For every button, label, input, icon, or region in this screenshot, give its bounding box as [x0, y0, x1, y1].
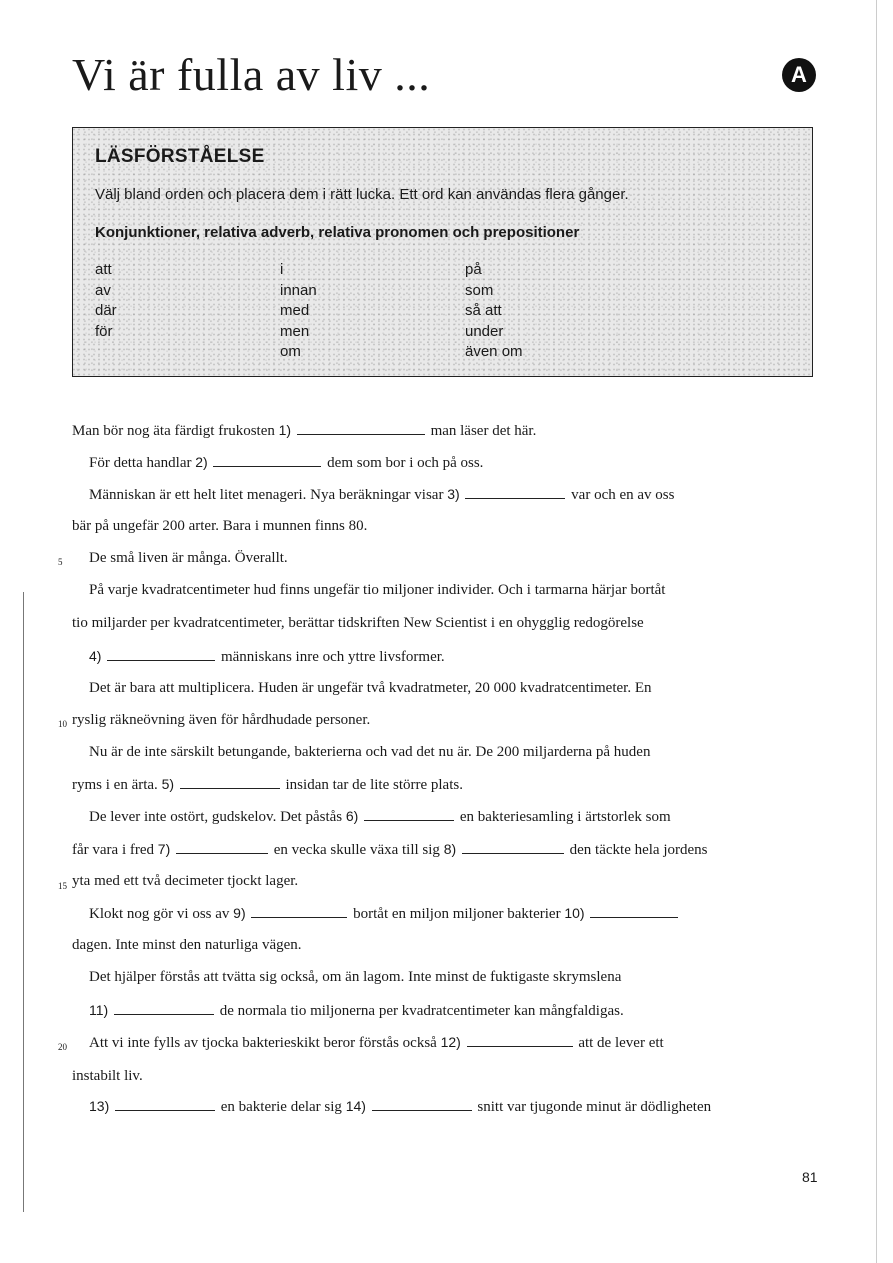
line-number: 10	[58, 719, 67, 729]
level-badge: A	[782, 58, 816, 92]
answer-gap-12[interactable]	[467, 1034, 573, 1047]
text-segment: att de lever ett	[578, 1035, 664, 1051]
text-segment: de normala tio miljonerna per kvadratcentimeter kan mångfaldigas.	[219, 1003, 624, 1019]
text-line	[72, 648, 849, 666]
box-header: LÄSFÖRSTÅELSE	[95, 146, 265, 167]
exercise-box	[72, 127, 813, 377]
box-category: Konjunktioner, relativa adverb, relativa pronomen och prepositioner	[95, 224, 580, 241]
gap-number: 11)	[89, 1002, 109, 1018]
text-segment: man läser det här.	[430, 423, 537, 439]
text-line	[72, 841, 832, 859]
text-segment: Att vi inte fylls av tjocka bakterieskikt beror förstås också	[89, 1035, 437, 1051]
gap-number: 12)	[440, 1034, 461, 1050]
word-item: under	[465, 322, 504, 340]
answer-gap-11[interactable]	[114, 1002, 214, 1015]
text-line	[72, 905, 849, 923]
answer-gap-14[interactable]	[372, 1098, 472, 1111]
text-segment: en bakteriesamling i ärtstorlek som	[459, 809, 671, 825]
text-line	[72, 454, 849, 472]
text-line	[72, 1098, 849, 1116]
gap-number: 2)	[195, 454, 208, 470]
text-line: yta med ett två decimeter tjockt lager.	[72, 873, 299, 889]
text-line	[72, 1002, 849, 1020]
text-segment: den täckte hela jordens	[569, 842, 708, 858]
word-item: att	[95, 261, 112, 278]
text-segment: Människan är ett helt litet menageri. Nya beräkningar visar	[89, 487, 444, 503]
gap-number: 10)	[564, 905, 585, 921]
text-segment: De lever inte ostört, gudskelov. Det påstås	[89, 809, 343, 825]
answer-gap-4[interactable]	[107, 648, 215, 661]
word-column-2	[280, 260, 317, 363]
answer-gap-13[interactable]	[115, 1098, 215, 1111]
text-segment: var och en av oss	[571, 487, 675, 503]
answer-gap-2[interactable]	[213, 454, 321, 467]
text-line	[72, 776, 832, 794]
gap-number: 7)	[157, 841, 171, 857]
word-item: så att	[465, 302, 502, 319]
answer-gap-7[interactable]	[176, 841, 268, 854]
text-segment: får vara i fred	[72, 842, 155, 858]
line-number: 5	[58, 557, 63, 567]
text-line: dagen. Inte minst den naturliga vägen.	[72, 937, 302, 953]
gap-number: 9)	[233, 905, 246, 921]
text-segment: dem som bor i och på oss.	[327, 455, 484, 471]
word-item: om	[280, 343, 301, 360]
word-item: på	[465, 261, 482, 278]
answer-gap-10[interactable]	[590, 905, 678, 918]
text-line: På varje kvadratcentimeter hud finns ungefär tio miljoner individer. Och i tarmarna härjar bortåt	[89, 582, 666, 598]
answer-gap-3[interactable]	[465, 486, 565, 499]
text-line: Nu är de inte särskilt betungande, bakterierna och vad det nu är. De 200 miljarderna på huden	[89, 744, 651, 760]
word-item: av	[95, 281, 111, 299]
text-line	[72, 808, 849, 826]
page-number: 81	[802, 1169, 818, 1185]
gap-number: 4)	[89, 648, 102, 664]
text-segment: För detta handlar	[89, 455, 192, 471]
text-line: instabilt liv.	[72, 1068, 143, 1084]
text-segment: en vecka skulle växa till sig	[273, 842, 440, 858]
word-item: för	[95, 322, 113, 340]
gap-number: 6)	[345, 808, 359, 824]
text-line	[72, 486, 849, 504]
answer-gap-6[interactable]	[364, 808, 454, 821]
text-line	[72, 1034, 849, 1052]
text-line: Det är bara att multiplicera. Huden är ungefär två kvadratmeter, 20 000 kvadratcentimeter. En	[89, 680, 652, 696]
text-line: tio miljarder per kvadratcentimeter, berättar tidskriften New Scientist i en ohygglig redogörelse	[72, 615, 644, 631]
answer-gap-8[interactable]	[462, 841, 564, 854]
text-segment: bortåt en miljon miljoner bakterier	[353, 906, 561, 922]
word-item: innan	[280, 281, 317, 299]
line-number: 15	[58, 881, 67, 891]
gap-number: 1)	[278, 422, 292, 438]
text-segment: insidan tar de lite större plats.	[285, 777, 463, 793]
text-segment: människans inre och yttre livsformer.	[220, 649, 445, 665]
gap-number: 8)	[443, 841, 457, 857]
box-instruction: Välj bland orden och placera dem i rätt lucka. Ett ord kan användas flera gånger.	[95, 186, 629, 203]
gap-number: 3)	[447, 486, 460, 502]
page-title: Vi är fulla av liv ...	[72, 49, 431, 100]
text-line	[72, 422, 832, 440]
word-item: med	[280, 302, 310, 319]
text-segment: ryms i en ärta.	[72, 777, 158, 793]
word-item: där	[95, 302, 117, 319]
text-segment: Klokt nog gör vi oss av	[89, 906, 230, 922]
gap-number: 5)	[161, 776, 175, 792]
word-item: även om	[465, 343, 523, 360]
text-segment: en bakterie delar sig	[220, 1099, 342, 1115]
text-line: ryslig räkneövning även för hårdhudade personer.	[72, 712, 371, 728]
text-line: De små liven är många. Överallt.	[89, 550, 288, 566]
word-item: som	[465, 281, 494, 299]
word-column-1	[95, 260, 117, 342]
word-column-3	[465, 260, 523, 363]
word-item: men	[280, 322, 310, 340]
gap-number: 13)	[89, 1098, 110, 1114]
word-item: i	[280, 261, 284, 278]
text-segment: snitt var tjugonde minut är dödligheten	[477, 1099, 712, 1115]
gap-number: 14)	[345, 1098, 366, 1114]
answer-gap-1[interactable]	[297, 422, 425, 435]
binding-edge	[876, 0, 877, 1263]
answer-gap-5[interactable]	[180, 776, 280, 789]
margin-rule	[23, 592, 24, 1212]
text-line: bär på ungefär 200 arter. Bara i munnen finns 80.	[72, 518, 368, 534]
line-number: 20	[58, 1042, 67, 1052]
text-line: Det hjälper förstås att tvätta sig också, om än lagom. Inte minst de fuktigaste skrymslena	[89, 969, 622, 985]
answer-gap-9[interactable]	[251, 905, 347, 918]
text-segment: Man bör nog äta färdigt frukosten	[72, 423, 275, 439]
